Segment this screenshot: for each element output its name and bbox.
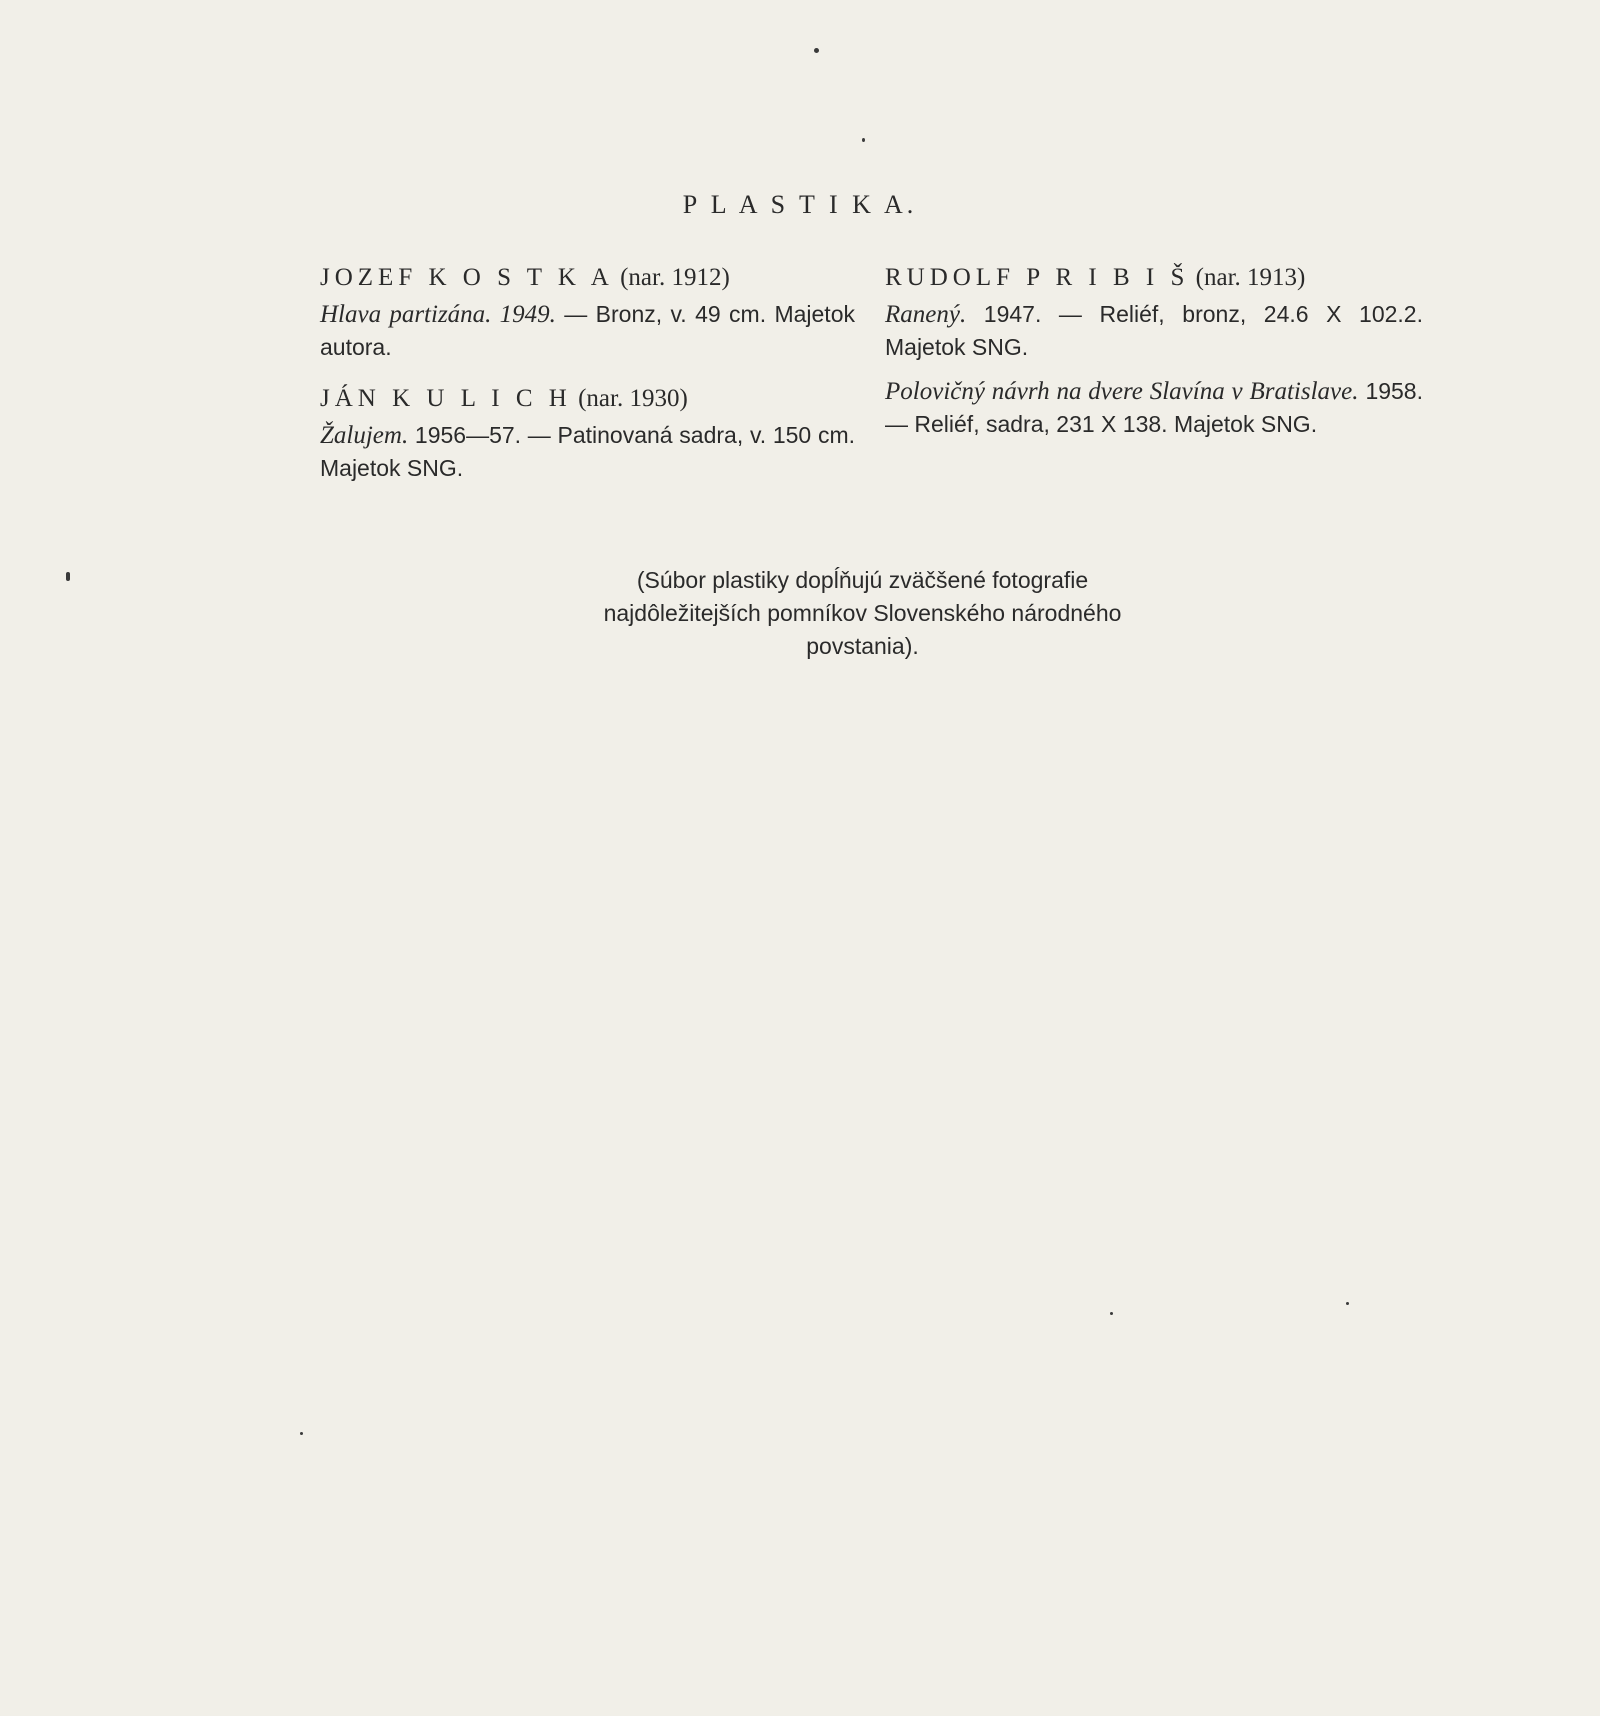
work-details: 1958. — Reliéf, sadra, 231 X 138. Majetok SNG. bbox=[885, 378, 1423, 437]
scan-speck bbox=[814, 48, 819, 53]
work-entry bbox=[885, 298, 1423, 363]
work-entry bbox=[320, 419, 855, 484]
artist-line bbox=[885, 262, 1423, 294]
work-details: 1956—57. — Patinovaná sadra, v. 150 cm. Majetok SNG. bbox=[320, 422, 855, 481]
work-entry bbox=[320, 298, 855, 363]
artist-life: (nar. 1912) bbox=[620, 264, 730, 291]
scan-speck bbox=[1346, 1302, 1349, 1305]
scan-speck bbox=[1110, 1312, 1113, 1315]
section-heading: P L A S T I K A. bbox=[682, 190, 918, 219]
artist-name: JÁN K U L I C H bbox=[320, 385, 572, 412]
artist-line bbox=[320, 262, 855, 294]
work-title: Hlava partizána. 1949. bbox=[320, 301, 556, 328]
artist-entry-kostka bbox=[320, 262, 855, 363]
artist-name: RUDOLF P R I B I Š bbox=[885, 264, 1190, 291]
artist-entry-pribis bbox=[885, 262, 1423, 440]
work-details: 1947. — Reliéf, bronz, 24.6 X 102.2. Majetok SNG. bbox=[885, 301, 1423, 360]
left-column bbox=[320, 262, 855, 504]
work-title: Ranený. bbox=[885, 301, 967, 328]
work-title: Polovičný návrh na dvere Slavína v Bratislave. bbox=[885, 378, 1359, 405]
scan-speck bbox=[862, 138, 865, 142]
scan-speck bbox=[300, 1432, 303, 1435]
work-title: Žalujem. bbox=[320, 422, 409, 449]
artist-life: (nar. 1913) bbox=[1195, 264, 1306, 291]
work-entry bbox=[885, 375, 1423, 440]
artist-name: JOZEF K O S T K A bbox=[320, 264, 614, 291]
artist-life: (nar. 1930) bbox=[578, 385, 688, 412]
work-details: — Bronz, v. 49 cm. Majetok autora. bbox=[320, 301, 855, 360]
artist-line bbox=[320, 383, 855, 415]
right-column bbox=[885, 262, 1423, 460]
scan-speck bbox=[66, 572, 70, 581]
artist-entry-kulich bbox=[320, 383, 855, 484]
photo-note: (Súbor plastiky dopĺňujú zväčšené fotografie najdôležitejších pomníkov Slovenského národného povstania). bbox=[603, 567, 1122, 659]
